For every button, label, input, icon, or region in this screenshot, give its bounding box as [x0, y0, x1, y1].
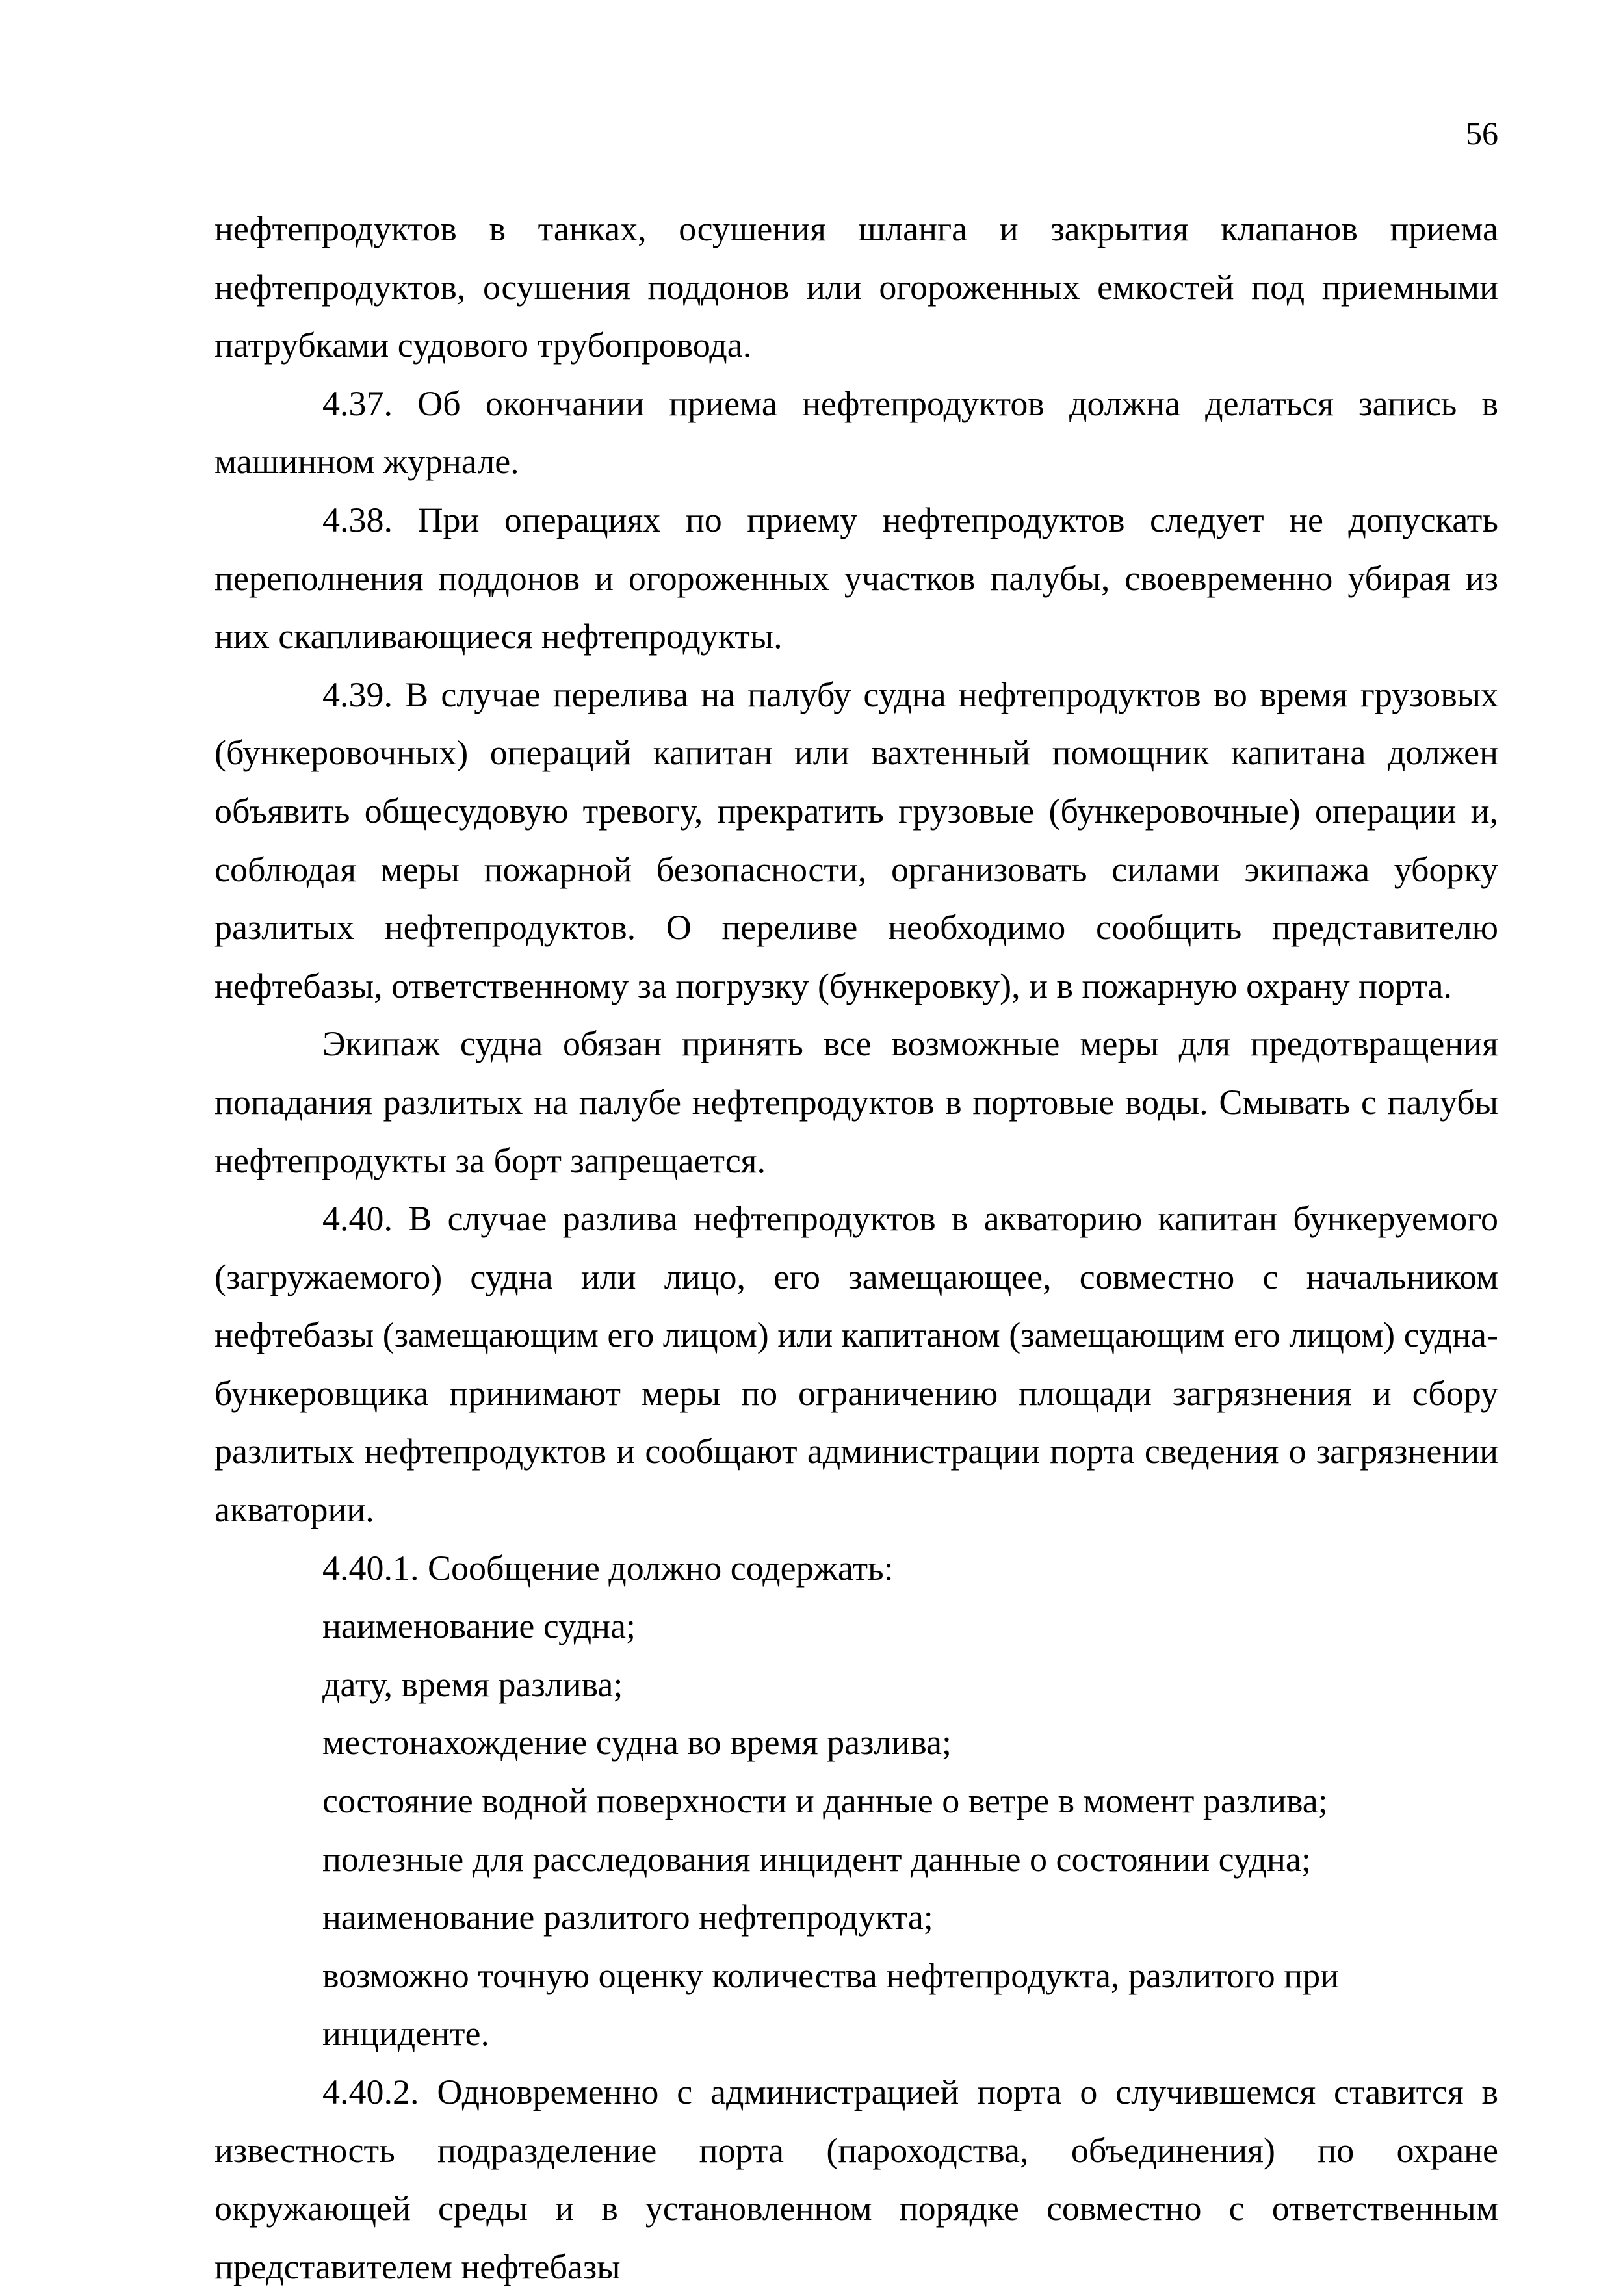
paragraph: Экипаж судна обязан принять все возможные меры для предотвращения попадания разлитых на палубе нефтепродуктов в портовые воды. Смывать с палубы нефтепродукты за борт запрещается. — [214, 1024, 1498, 1180]
list-item: наименование разлитого нефтепродукта; — [322, 1898, 933, 1937]
list-item: местонахождение судна во время разлива; — [322, 1723, 952, 1762]
list-item: наименование судна; — [322, 1606, 636, 1646]
paragraph: 4.38. При операциях по приему нефтепродуктов следует не допускать переполнения поддонов и огороженных участков палубы, своевременно убирая из них скапливающиеся нефтепродукты. — [214, 500, 1498, 656]
list-item: полезные для расследования инцидент данные о состоянии судна; — [322, 1839, 1311, 1879]
paragraph: 4.37. Об окончании приема нефтепродуктов должна делаться запись в машинном журнале. — [214, 383, 1498, 482]
list-item: 4.40.1. Сообщение должно содержать: — [322, 1548, 894, 1588]
paragraph: 4.39. В случае перелива на палубу судна нефтепродуктов во время грузовых (бункеровочных) операций капитан или вахтенный помощник капитана должен объявить общесудовую тревогу, прекратить грузовые (бункеровочные) операции и, соблюдая меры пожарной безопасности, организовать силами экипажа уборку разлитых нефтепродуктов. О переливе необходимо сообщить представителю нефтебазы, ответственному за погрузку (бункеровку), и в пожарную охрану порта. — [214, 675, 1498, 1005]
paragraph: 4.40.2. Одновременно с администрацией порта о случившемся ставится в известность подразделение порта (пароходства, объединения) по охране окружающей среды и в установленном порядке совместно с ответственным представителем нефтебазы — [214, 2072, 1498, 2286]
page-number: 56 — [1466, 115, 1498, 151]
paragraph: 4.40. В случае разлива нефтепродуктов в акваторию капитан бункеруемого (загружаемого) судна или лицо, его замещающее, совместно с начальником нефтебазы (замещающим его лицом) или капитаном (замещающим его лицом) судна-бункеровщика принимают меры по ограничению площади загрязнения и сбору разлитых нефтепродуктов и сообщают администрации порта сведения о загрязнении акватории. — [214, 1199, 1498, 1530]
list-item: состояние водной поверхности и данные о ветре в момент разлива; — [322, 1781, 1328, 1821]
document-body — [214, 200, 1498, 2296]
list-item: возможно точную оценку количества нефтепродукта, разлитого при инциденте. — [322, 1955, 1340, 2054]
paragraph: нефтепродуктов в танках, осушения шланга и закрытия клапанов приема нефтепродуктов, осушения поддонов или огороженных емкостей под приемными патрубками судового трубопровода. — [214, 209, 1498, 365]
list-item: дату, время разлива; — [322, 1664, 623, 1704]
